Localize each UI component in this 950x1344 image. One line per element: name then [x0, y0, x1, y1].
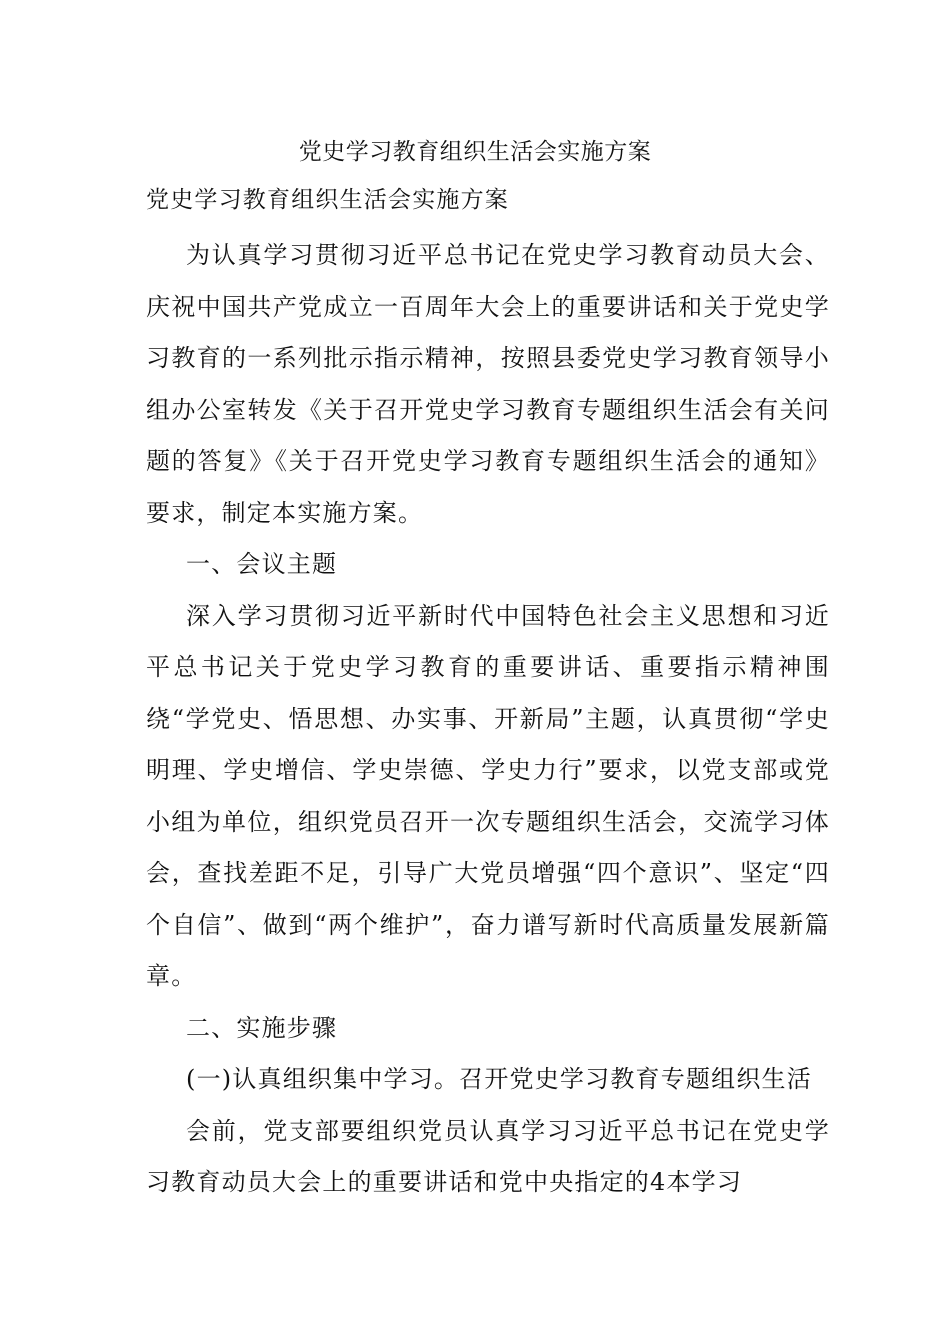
section-heading-meeting-theme: 一、会议主题	[186, 550, 338, 578]
document-subtitle: 党史学习教育组织生活会实施方案	[146, 187, 509, 213]
paragraph-intro: 为认真学习贯彻习近平总书记在党史学习教育动员大会、庆祝中国共产党成立一百周年大会上的重要讲话和关于党史学习教育的一系列批示指示精神，按照县委党史学习教育领导小组办公室转发《关于召开党史学习教育专题组织生活会有关问题的答复》《关于召开党史学习教育专题组织生活会的通知》要求，制定本实施方案。	[146, 241, 830, 527]
paragraph-step-one: (一)认真组织集中学习。召开党史学习教育专题组织生活	[186, 1065, 812, 1093]
section-heading-implementation-steps: 二、实施步骤	[186, 1013, 338, 1042]
document-title: 党史学习教育组织生活会实施方案	[298, 139, 652, 165]
document-body	[146, 181, 830, 1209]
paragraph-meeting-theme: 深入学习贯彻习近平新时代中国特色社会主义思想和习近平总书记关于党史学习教育的重要讲话、重要指示精神围绕“学党史、悟思想、办实事、开新局”主题，认真贯彻“学史明理、学史增信、学史崇德、学史力行”要求，以党支部或党小组为单位，组织党员召开一次专题组织生活会，交流学习体会，查找差距不足，引导广大党员增强“四个意识”、坚定“四个自信”、做到“两个维护”，奋力谱写新时代高质量发展新篇章。	[146, 601, 830, 990]
paragraph-before-meeting: 会前，党支部要组织党员认真学习习近平总书记在党史学习教育动员大会上的重要讲话和党中央指定的4本学习	[146, 1116, 830, 1196]
